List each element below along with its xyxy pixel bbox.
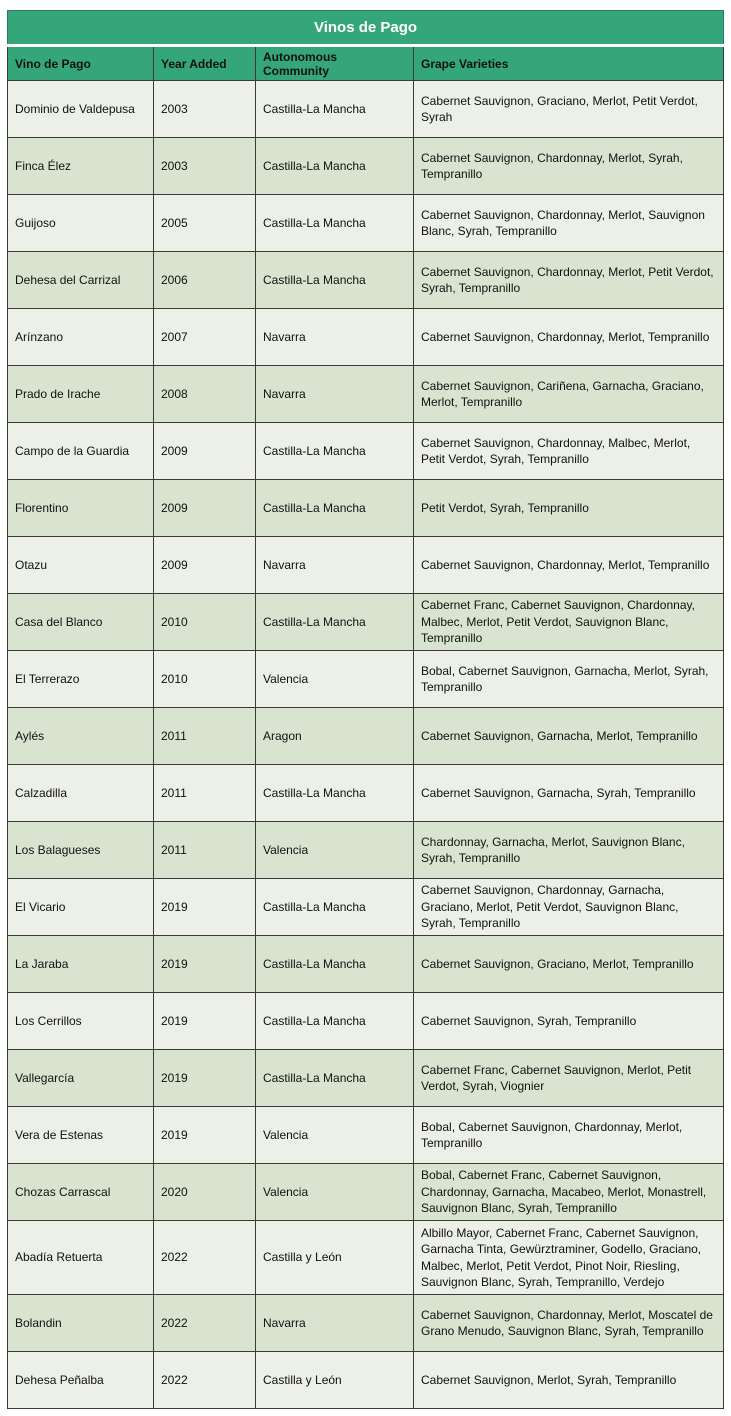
cell-community: Castilla-La Mancha <box>256 936 414 993</box>
cell-year: 2003 <box>154 81 256 138</box>
table-row <box>8 1221 724 1295</box>
cell-year: 2003 <box>154 138 256 195</box>
cell-grapes: Albillo Mayor, Cabernet Franc, Cabernet Sauvignon, Garnacha Tinta, Gewürztraminer, Godello, Graciano, Malbec, Merlot, Petit Verdot, Pinot Noir, Riesling, Sauvignon Blanc, Syrah, Tempranillo, Verdejo <box>414 1221 724 1295</box>
cell-grapes: Cabernet Sauvignon, Chardonnay, Garnacha, Graciano, Merlot, Petit Verdot, Sauvignon Blanc, Syrah, Tempranillo <box>414 879 724 936</box>
cell-year: 2005 <box>154 195 256 252</box>
header-grapes: Grape Varieties <box>414 46 724 81</box>
table-row <box>8 1164 724 1221</box>
header-row <box>8 46 724 81</box>
cell-community: Castilla-La Mancha <box>256 993 414 1050</box>
cell-year: 2008 <box>154 366 256 423</box>
cell-community: Navarra <box>256 537 414 594</box>
cell-year: 2006 <box>154 252 256 309</box>
table-row <box>8 366 724 423</box>
table-row <box>8 1050 724 1107</box>
cell-vino: La Jaraba <box>8 936 154 993</box>
cell-year: 2009 <box>154 537 256 594</box>
cell-community: Valencia <box>256 1164 414 1221</box>
table-body <box>8 81 724 1409</box>
table-row <box>8 993 724 1050</box>
cell-year: 2011 <box>154 765 256 822</box>
cell-vino: El Terrerazo <box>8 651 154 708</box>
cell-vino: Guijoso <box>8 195 154 252</box>
cell-year: 2010 <box>154 594 256 651</box>
cell-community: Valencia <box>256 822 414 879</box>
cell-vino: Los Balagueses <box>8 822 154 879</box>
cell-vino: Vera de Estenas <box>8 1107 154 1164</box>
table-row <box>8 765 724 822</box>
table-row <box>8 195 724 252</box>
cell-community: Aragon <box>256 708 414 765</box>
table-row <box>8 252 724 309</box>
cell-vino: Finca Élez <box>8 138 154 195</box>
wine-table-container <box>7 10 723 1409</box>
table-row <box>8 138 724 195</box>
vinos-de-pago-table <box>7 10 724 1409</box>
cell-year: 2011 <box>154 708 256 765</box>
cell-vino: Vallegarcía <box>8 1050 154 1107</box>
cell-grapes: Cabernet Sauvignon, Chardonnay, Malbec, Merlot, Petit Verdot, Syrah, Tempranillo <box>414 423 724 480</box>
cell-community: Castilla-La Mancha <box>256 879 414 936</box>
cell-vino: Abadía Retuerta <box>8 1221 154 1295</box>
cell-vino: Aylés <box>8 708 154 765</box>
table-row <box>8 1295 724 1352</box>
cell-grapes: Cabernet Sauvignon, Garnacha, Syrah, Tempranillo <box>414 765 724 822</box>
table-row <box>8 651 724 708</box>
cell-grapes: Cabernet Sauvignon, Chardonnay, Merlot, Tempranillo <box>414 537 724 594</box>
cell-community: Castilla-La Mancha <box>256 1050 414 1107</box>
cell-vino: Dehesa Peñalba <box>8 1352 154 1409</box>
cell-vino: El Vicario <box>8 879 154 936</box>
cell-community: Navarra <box>256 366 414 423</box>
cell-community: Castilla-La Mancha <box>256 594 414 651</box>
cell-grapes: Cabernet Sauvignon, Chardonnay, Merlot, Moscatel de Grano Menudo, Sauvignon Blanc, Syrah, Tempranillo <box>414 1295 724 1352</box>
table-row <box>8 81 724 138</box>
cell-grapes: Cabernet Sauvignon, Chardonnay, Merlot, Petit Verdot, Syrah, Tempranillo <box>414 252 724 309</box>
cell-community: Castilla-La Mancha <box>256 765 414 822</box>
cell-community: Castilla-La Mancha <box>256 252 414 309</box>
table-row <box>8 1107 724 1164</box>
cell-grapes: Cabernet Sauvignon, Graciano, Merlot, Tempranillo <box>414 936 724 993</box>
cell-vino: Otazu <box>8 537 154 594</box>
cell-vino: Dominio de Valdepusa <box>8 81 154 138</box>
table-row <box>8 594 724 651</box>
cell-grapes: Cabernet Franc, Cabernet Sauvignon, Chardonnay, Malbec, Merlot, Petit Verdot, Sauvignon Blanc, Tempranillo <box>414 594 724 651</box>
table-row <box>8 708 724 765</box>
table-row <box>8 480 724 537</box>
cell-grapes: Cabernet Sauvignon, Merlot, Syrah, Tempranillo <box>414 1352 724 1409</box>
cell-vino: Florentino <box>8 480 154 537</box>
cell-grapes: Cabernet Sauvignon, Chardonnay, Merlot, Syrah, Tempranillo <box>414 138 724 195</box>
cell-community: Castilla-La Mancha <box>256 195 414 252</box>
cell-year: 2011 <box>154 822 256 879</box>
table-title: Vinos de Pago <box>8 11 724 46</box>
cell-grapes: Cabernet Sauvignon, Chardonnay, Merlot, Tempranillo <box>414 309 724 366</box>
cell-community: Castilla y León <box>256 1221 414 1295</box>
cell-grapes: Bobal, Cabernet Sauvignon, Chardonnay, Merlot, Tempranillo <box>414 1107 724 1164</box>
cell-vino: Calzadilla <box>8 765 154 822</box>
cell-grapes: Cabernet Sauvignon, Chardonnay, Merlot, Sauvignon Blanc, Syrah, Tempranillo <box>414 195 724 252</box>
header-vino: Vino de Pago <box>8 46 154 81</box>
cell-year: 2022 <box>154 1221 256 1295</box>
cell-community: Castilla-La Mancha <box>256 423 414 480</box>
cell-community: Navarra <box>256 1295 414 1352</box>
cell-grapes: Cabernet Franc, Cabernet Sauvignon, Merlot, Petit Verdot, Syrah, Viognier <box>414 1050 724 1107</box>
cell-vino: Casa del Blanco <box>8 594 154 651</box>
header-community: Autonomous Community <box>256 46 414 81</box>
cell-year: 2009 <box>154 480 256 537</box>
table-row <box>8 936 724 993</box>
cell-community: Valencia <box>256 1107 414 1164</box>
cell-grapes: Chardonnay, Garnacha, Merlot, Sauvignon Blanc, Syrah, Tempranillo <box>414 822 724 879</box>
cell-vino: Bolandin <box>8 1295 154 1352</box>
cell-vino: Dehesa del Carrizal <box>8 252 154 309</box>
cell-year: 2022 <box>154 1352 256 1409</box>
cell-year: 2020 <box>154 1164 256 1221</box>
cell-grapes: Cabernet Sauvignon, Garnacha, Merlot, Tempranillo <box>414 708 724 765</box>
table-row <box>8 537 724 594</box>
cell-grapes: Cabernet Sauvignon, Cariñena, Garnacha, Graciano, Merlot, Tempranillo <box>414 366 724 423</box>
cell-year: 2019 <box>154 1050 256 1107</box>
cell-grapes: Petit Verdot, Syrah, Tempranillo <box>414 480 724 537</box>
cell-vino: Chozas Carrascal <box>8 1164 154 1221</box>
cell-vino: Campo de la Guardia <box>8 423 154 480</box>
cell-community: Castilla y León <box>256 1352 414 1409</box>
cell-grapes: Cabernet Sauvignon, Syrah, Tempranillo <box>414 993 724 1050</box>
cell-year: 2019 <box>154 879 256 936</box>
table-row <box>8 822 724 879</box>
cell-year: 2019 <box>154 1107 256 1164</box>
cell-community: Navarra <box>256 309 414 366</box>
cell-grapes: Bobal, Cabernet Franc, Cabernet Sauvignon, Chardonnay, Garnacha, Macabeo, Merlot, Monastrell, Sauvignon Blanc, Syrah, Tempranillo <box>414 1164 724 1221</box>
cell-year: 2009 <box>154 423 256 480</box>
table-row <box>8 879 724 936</box>
table-row <box>8 423 724 480</box>
cell-year: 2007 <box>154 309 256 366</box>
cell-community: Castilla-La Mancha <box>256 81 414 138</box>
cell-year: 2022 <box>154 1295 256 1352</box>
cell-grapes: Bobal, Cabernet Sauvignon, Garnacha, Merlot, Syrah, Tempranillo <box>414 651 724 708</box>
cell-community: Valencia <box>256 651 414 708</box>
cell-year: 2019 <box>154 936 256 993</box>
table-row <box>8 309 724 366</box>
cell-community: Castilla-La Mancha <box>256 480 414 537</box>
cell-vino: Prado de Irache <box>8 366 154 423</box>
header-year: Year Added <box>154 46 256 81</box>
cell-community: Castilla-La Mancha <box>256 138 414 195</box>
table-row <box>8 1352 724 1409</box>
cell-grapes: Cabernet Sauvignon, Graciano, Merlot, Petit Verdot, Syrah <box>414 81 724 138</box>
cell-vino: Arínzano <box>8 309 154 366</box>
cell-year: 2010 <box>154 651 256 708</box>
cell-vino: Los Cerrillos <box>8 993 154 1050</box>
cell-year: 2019 <box>154 993 256 1050</box>
